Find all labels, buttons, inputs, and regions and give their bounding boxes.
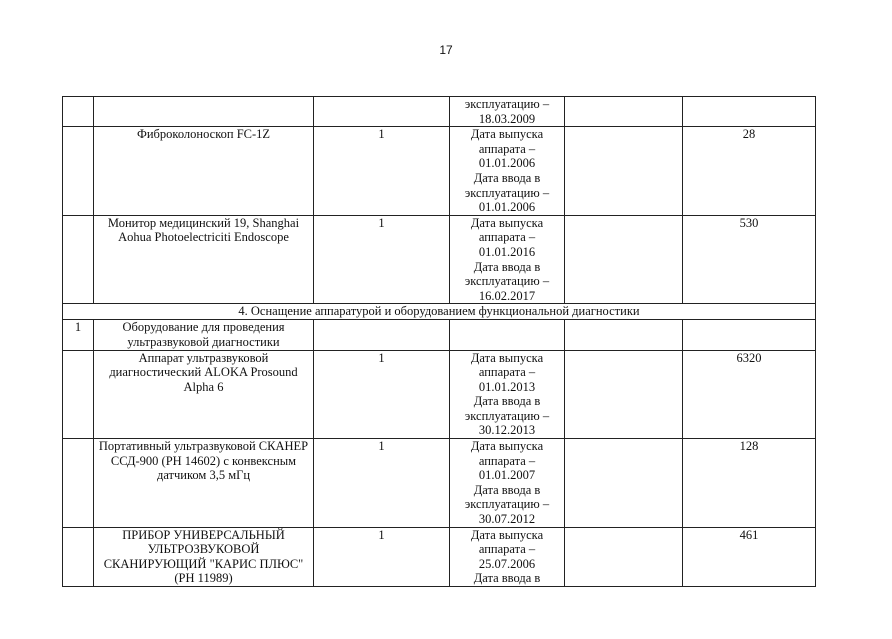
date-line: аппарата – (478, 230, 536, 245)
date-line: эксплуатацию – (464, 185, 550, 200)
equipment-name: Портативный ультразвуковой СКАНЕР ССД-900 (РН 14602) с конвексным датчиком 3,5 мГц (94, 439, 314, 528)
dates-cell (450, 127, 565, 216)
quantity: 1 (314, 215, 450, 304)
table-row (63, 439, 816, 528)
empty-cell (450, 320, 565, 350)
page-number: 17 (439, 43, 453, 57)
date-line: Дата ввода в (473, 170, 541, 185)
quantity: 1 (314, 439, 450, 528)
section-row (63, 304, 816, 320)
quantity: 1 (314, 127, 450, 216)
dates-cell (450, 97, 565, 127)
date-line: эксплуатацию – (464, 97, 550, 111)
empty-cell (314, 320, 450, 350)
date-line: Дата ввода в (473, 259, 541, 274)
date-line: 01.01.2007 (478, 468, 536, 483)
row-number: 1 (63, 320, 94, 350)
table-row (63, 350, 816, 439)
date-line: Дата выпуска (470, 215, 544, 230)
date-line: аппарата – (478, 141, 536, 156)
date-line: Дата выпуска (470, 439, 544, 454)
empty-cell (63, 527, 94, 586)
equipment-name: Аппарат ультразвуковой диагностический ALOKA Prosound Alpha 6 (94, 350, 314, 439)
empty-cell (565, 527, 683, 586)
dates-cell (450, 527, 565, 586)
date-line: 01.01.2006 (478, 156, 536, 171)
empty-cell (565, 320, 683, 350)
row-number (63, 127, 94, 216)
empty-cell (63, 350, 94, 439)
date-line: эксплуатацию – (464, 274, 550, 289)
price: 28 (683, 127, 816, 216)
date-line: 18.03.2009 (478, 111, 536, 126)
equipment-name: Фиброколоноскоп FC-1Z (94, 127, 314, 216)
date-line: аппарата – (478, 365, 536, 380)
dates-cell (450, 215, 565, 304)
equipment-name: Монитор медицинский 19, Shanghai Aohua Photoelectriciti Endoscope (94, 215, 314, 304)
group-name: Оборудование для проведения ультразвуковой диагностики (94, 320, 314, 350)
date-line: аппарата – (478, 542, 536, 557)
table-row (63, 215, 816, 304)
date-line: эксплуатацию – (464, 408, 550, 423)
dates-cell (450, 350, 565, 439)
table-row (63, 97, 816, 127)
empty-cell (63, 439, 94, 528)
quantity (314, 97, 450, 127)
empty-cell (565, 439, 683, 528)
empty-cell (565, 350, 683, 439)
date-line: Дата ввода в (473, 394, 541, 409)
table-row (63, 127, 816, 216)
date-line: аппарата – (478, 453, 536, 468)
equipment-name: ПРИБОР УНИВЕРСАЛЬНЫЙ УЛЬТРОЗВУКОВОЙ СКАНИРУЮЩИЙ "КАРИС ПЛЮС"(РН 11989) (94, 527, 314, 586)
date-line: Дата ввода в (473, 482, 541, 497)
empty-cell (565, 127, 683, 216)
date-line: Дата ввода в (473, 571, 541, 586)
equipment-table (62, 96, 816, 587)
date-line: 01.01.2016 (478, 244, 536, 259)
price: 530 (683, 215, 816, 304)
date-line: 01.01.2013 (478, 379, 536, 394)
date-line: 16.02.2017 (478, 288, 536, 303)
date-line: 25.07.2006 (478, 556, 536, 571)
price (683, 97, 816, 127)
date-line: 01.01.2006 (478, 200, 536, 215)
price: 461 (683, 527, 816, 586)
table-row (63, 527, 816, 586)
row-number (63, 215, 94, 304)
group-row (63, 320, 816, 350)
section-title: 4. Оснащение аппаратурой и оборудованием функциональной диагностики (63, 304, 816, 320)
empty-cell (683, 320, 816, 350)
dates-cell (450, 439, 565, 528)
date-line: эксплуатацию – (464, 497, 550, 512)
empty-cell (565, 215, 683, 304)
row-number (63, 97, 94, 127)
price: 128 (683, 439, 816, 528)
quantity: 1 (314, 527, 450, 586)
price: 6320 (683, 350, 816, 439)
equipment-name (94, 97, 314, 127)
date-line: 30.12.2013 (478, 423, 536, 438)
date-line: Дата выпуска (470, 527, 544, 542)
quantity: 1 (314, 350, 450, 439)
date-line: Дата выпуска (470, 350, 544, 365)
date-line: Дата выпуска (470, 127, 544, 142)
date-line: 30.07.2012 (478, 512, 536, 527)
empty-cell (565, 97, 683, 127)
